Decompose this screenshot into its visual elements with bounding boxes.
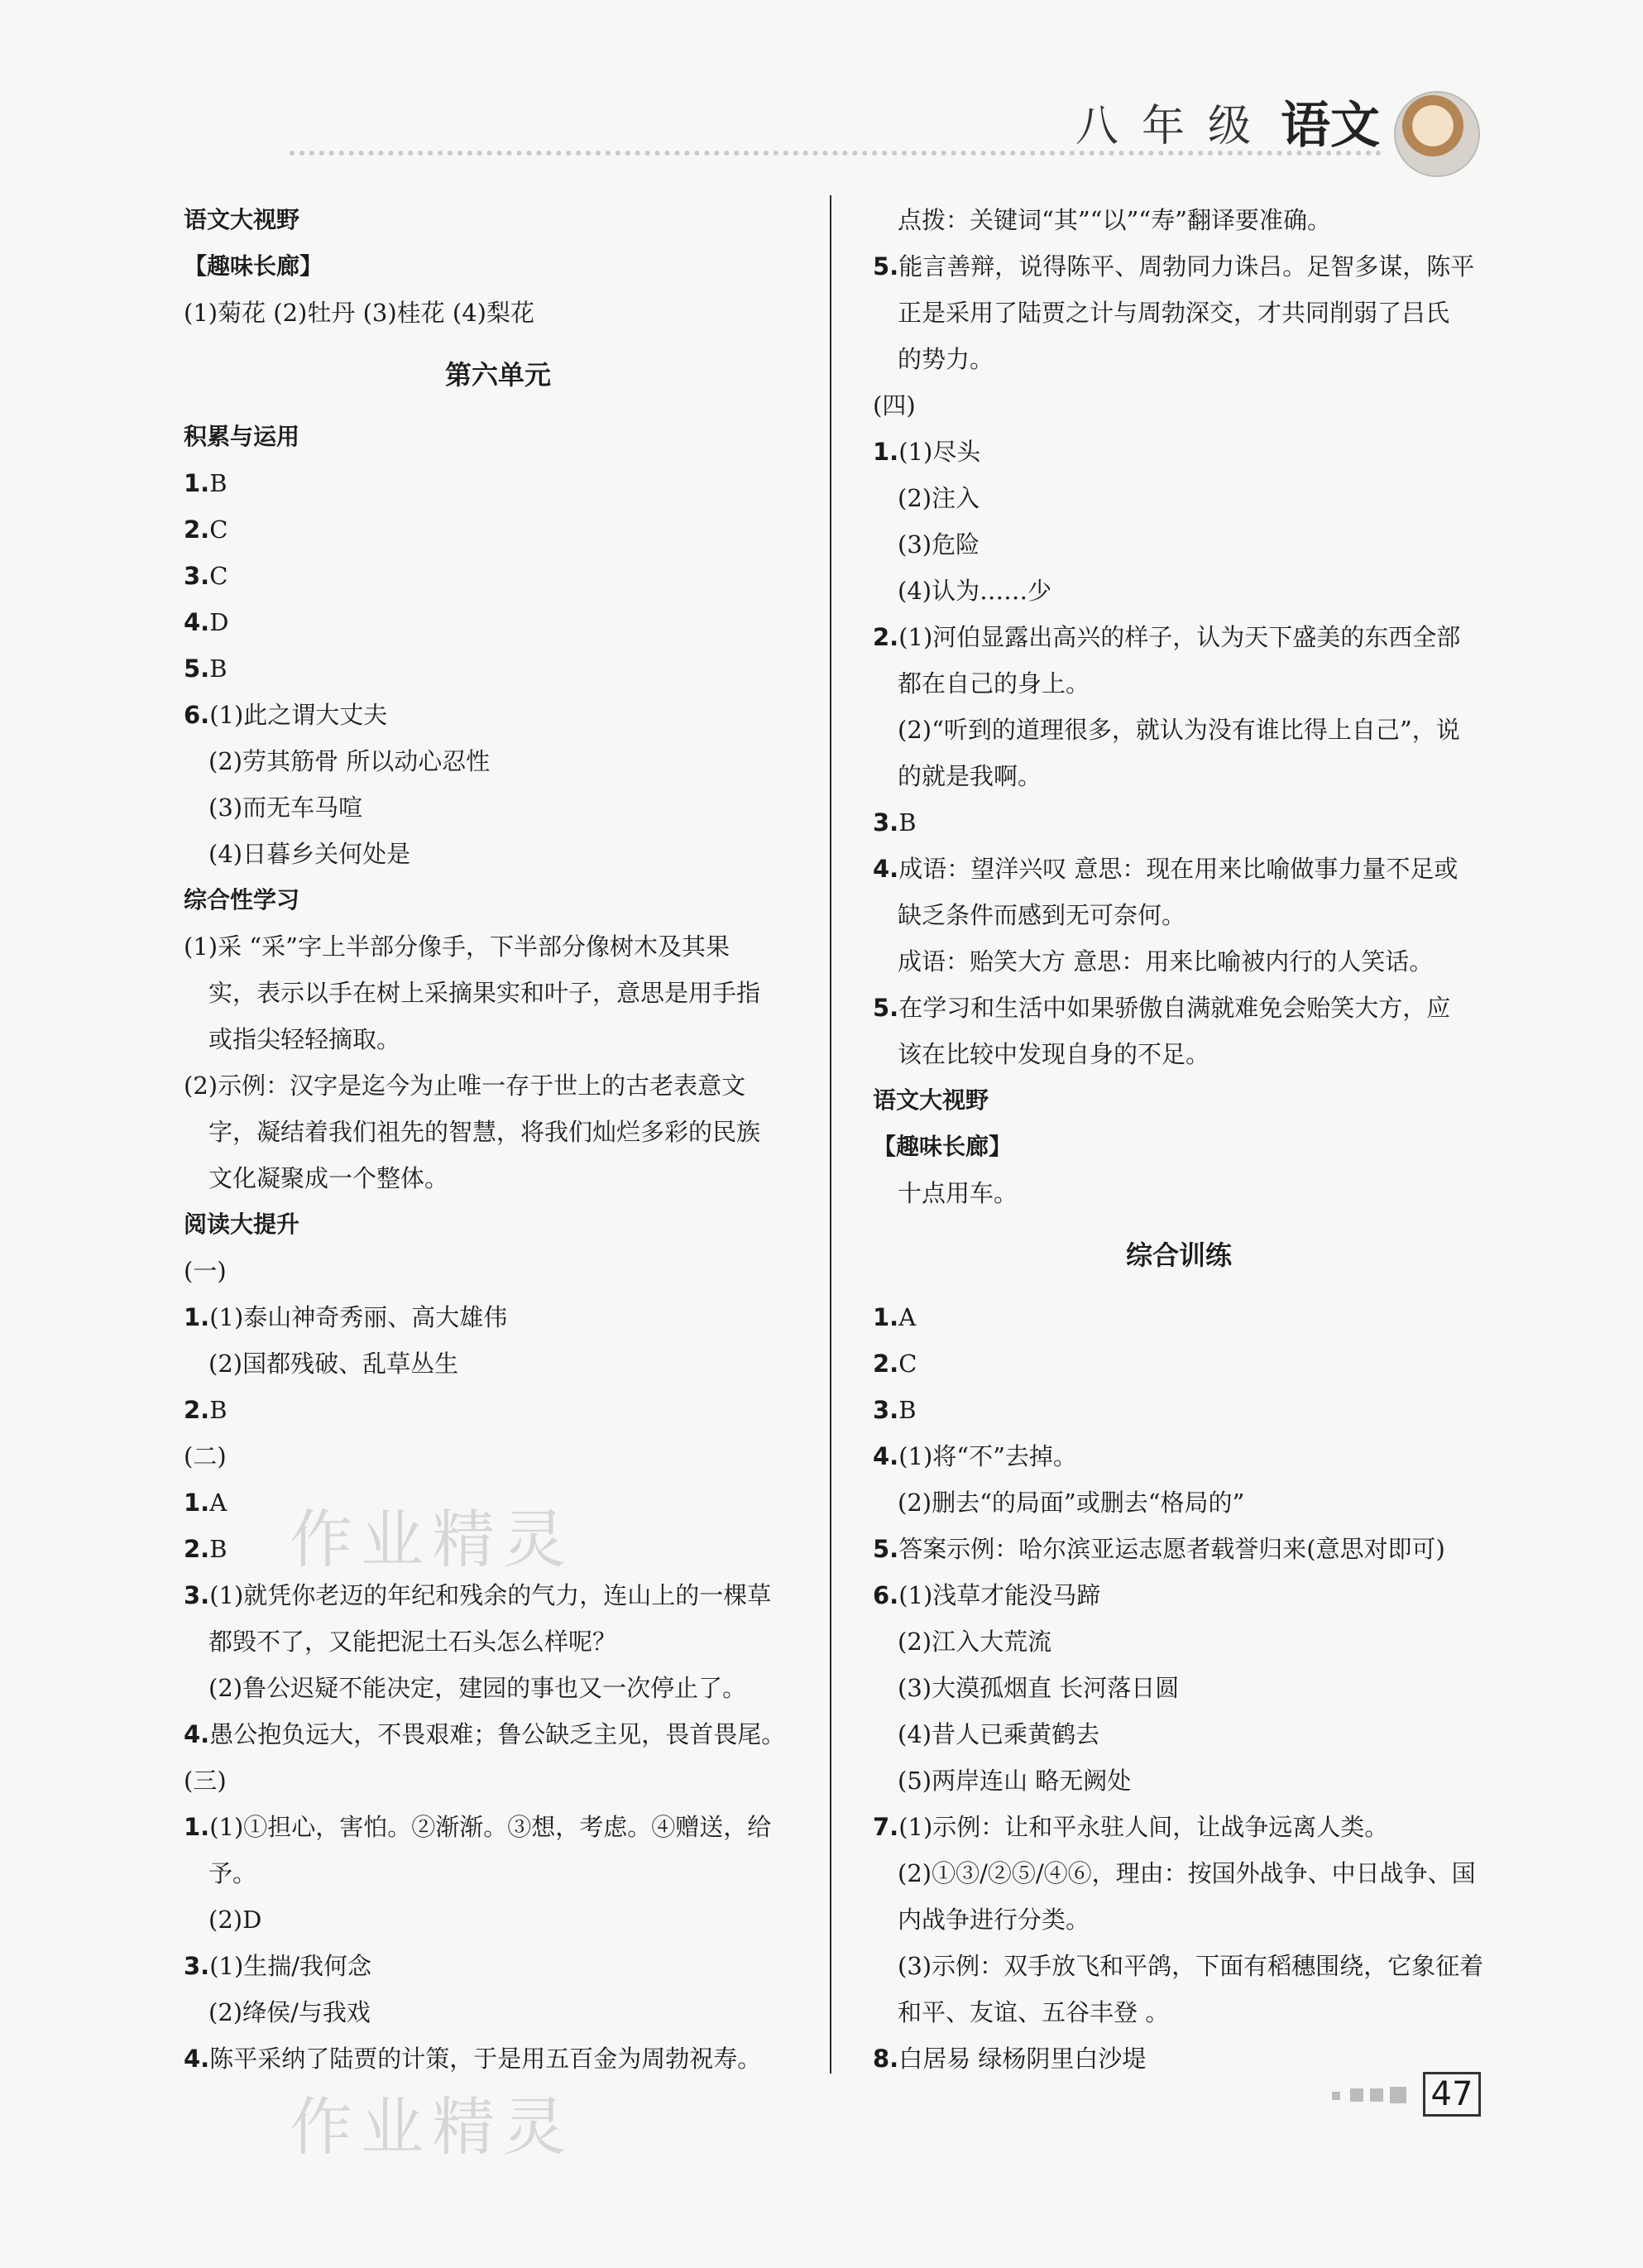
section-heading: 积累与运用: [184, 423, 300, 450]
answer-item: [873, 1387, 1485, 1433]
answer-line: (1)采 “采”字上半部分像手，下半部分像树木及其果: [184, 933, 730, 961]
answer-line: (2)示例：汉字是迄今为止唯一存于世上的古老表意文: [184, 1072, 746, 1100]
answer-text: A: [898, 1303, 917, 1331]
question-number: 5.: [184, 655, 210, 683]
answer-item: [184, 1711, 812, 1757]
answer-item: [184, 692, 812, 738]
page-header: [0, 0, 1643, 182]
answer-item: [873, 1340, 1485, 1387]
answer-continuation: 和平、友谊、五谷丰登 。: [898, 1998, 1170, 2026]
answer-continuation: 缺乏条件而感到无可奈何。: [898, 901, 1186, 929]
answer-text: B: [209, 655, 228, 683]
answer-line: (1)菊花 (2)牡丹 (3)桂花 (4)梨花: [184, 299, 534, 327]
answer-continuation: 实，表示以手在树上采摘果实和叶子，意思是用手指: [208, 979, 761, 1007]
question-number: 5.: [873, 994, 899, 1022]
answer-text: (1)①担心，害怕。②渐渐。③想，考虑。④赠送，给: [209, 1813, 772, 1841]
question-number: 4.: [873, 1442, 899, 1470]
page-deco-square: [1390, 2087, 1406, 2103]
answer-continuation: 正是采用了陆贾之计与周勃深交，才共同削弱了吕氏: [898, 299, 1450, 327]
question-number: 3.: [873, 1396, 899, 1424]
question-number: 8.: [873, 2045, 899, 2073]
question-number: 3.: [873, 808, 899, 837]
answer-text: (1)生揣/我何念: [209, 1952, 372, 1980]
answer-item: [873, 2035, 1485, 2082]
answer-item: [184, 1387, 812, 1433]
answer-text: 能言善辩，说得陈平、周勃同力诛吕。足智多谋，陈平: [898, 252, 1475, 281]
answer-continuation: (3)示例：双手放飞和平鸽，下面有稻穗围绕，它象征着: [898, 1952, 1484, 1980]
question-number: 4.: [873, 855, 899, 883]
answer-continuation: 该在比较中发现自身的不足。: [898, 1040, 1210, 1068]
answer-item: [184, 1804, 812, 1850]
answer-text: A: [209, 1489, 228, 1517]
answer-text: D: [209, 608, 229, 636]
section-tag: 【趣味长廊】: [873, 1133, 1013, 1160]
answer-text: (1)尽头: [898, 438, 981, 466]
answer-continuation: (4)昔人已乘黄鹤去: [898, 1720, 1100, 1748]
question-number: 2.: [184, 1396, 210, 1424]
answer-continuation: (2)江入大荒流: [898, 1628, 1052, 1656]
section-heading: 综合性学习: [184, 886, 300, 913]
question-number: 1.: [184, 1303, 210, 1331]
question-number: 5.: [873, 252, 899, 281]
question-number: 6.: [184, 701, 210, 729]
answer-continuation: 都在自己的身上。: [898, 669, 1090, 698]
answer-continuation: 都毁不了，又能把泥土石头怎么样呢？: [208, 1628, 617, 1656]
answer-continuation: 十点用车。: [898, 1179, 1018, 1207]
answer-text: (1)泰山神奇秀丽、高大雄伟: [209, 1303, 508, 1331]
question-number: 2.: [873, 623, 899, 651]
right-answer-column: [873, 197, 1485, 2082]
question-number: 3.: [184, 562, 210, 590]
answer-continuation: (2)D: [208, 1906, 262, 1934]
column-divider: [830, 195, 831, 2074]
answer-item: [184, 1294, 812, 1340]
page-deco-square: [1332, 2092, 1340, 2100]
answer-text: (1)示例：让和平永驻人间，让战争远离人类。: [898, 1813, 1389, 1841]
question-number: 4.: [184, 2045, 210, 2073]
watermark: 作业精灵: [290, 2090, 574, 2164]
answer-continuation: (3)而无车马喧: [208, 794, 363, 822]
question-number: 6.: [873, 1581, 899, 1609]
answer-text: B: [898, 808, 917, 837]
answer-line: (四): [873, 391, 916, 420]
grade-label: 八年级: [1075, 102, 1275, 151]
answer-continuation: (2)鲁公迟疑不能决定，建园的事也又一次停止了。: [208, 1674, 747, 1702]
answer-continuation: (2)绛侯/与我戏: [208, 1998, 371, 2026]
answer-continuation: 或指尖轻轻摘取。: [208, 1025, 401, 1053]
section-heading: 语文大视野: [873, 1086, 989, 1114]
question-number: 1.: [184, 469, 210, 497]
answer-line: (三): [184, 1767, 227, 1795]
answer-text: B: [209, 1535, 228, 1563]
answer-item: [873, 1433, 1485, 1479]
answer-item: [873, 429, 1485, 475]
answer-item: [873, 1572, 1485, 1618]
question-number: 1.: [873, 438, 899, 466]
answer-continuation: (4)日暮乡关何处是: [208, 840, 411, 868]
question-number: 7.: [873, 1813, 899, 1841]
answer-text: B: [209, 469, 228, 497]
answer-continuation: (4)认为……少: [898, 577, 1052, 605]
answer-item: [873, 799, 1485, 846]
answer-item: [184, 506, 812, 553]
answer-text: C: [898, 1350, 917, 1378]
answer-item: [873, 1294, 1485, 1340]
section-heading: 语文大视野: [184, 206, 300, 233]
answer-text: (1)将“不”去掉。: [898, 1442, 1077, 1470]
answer-continuation: 字，凝结着我们祖先的智慧，将我们灿烂多彩的民族: [208, 1118, 761, 1146]
question-number: 3.: [184, 1581, 210, 1609]
answer-continuation: (2)删去“的局面”或删去“格局的”: [898, 1489, 1245, 1517]
answer-continuation: (2)“听到的道理很多，就认为没有谁比得上自己”，说: [898, 716, 1460, 744]
answer-line: (一): [184, 1257, 227, 1285]
answer-text: C: [209, 562, 228, 590]
answer-text: 成语：望洋兴叹 意思：现在用来比喻做事力量不足或: [898, 855, 1459, 883]
section-heading: 阅读大提升: [184, 1211, 300, 1238]
subject-label: 语文: [1281, 97, 1380, 155]
answer-text: 答案示例：哈尔滨亚运志愿者载誉归来(意思对即可): [898, 1535, 1445, 1563]
answer-line: (二): [184, 1442, 227, 1470]
answer-continuation: 文化凝聚成一个整体。: [208, 1164, 449, 1192]
left-answer-column: [184, 197, 812, 2082]
question-number: 3.: [184, 1952, 210, 1980]
answer-text: 陈平采纳了陆贾的计策，于是用五百金为周勃祝寿。: [209, 2045, 762, 2073]
answer-item: [184, 599, 812, 645]
page-number: 47: [1423, 2072, 1481, 2117]
header-dotted-divider: [290, 151, 1382, 156]
answer-text: B: [898, 1396, 917, 1424]
question-number: 2.: [873, 1350, 899, 1378]
answer-item: [184, 460, 812, 506]
answer-continuation: (3)危险: [898, 530, 980, 559]
answer-text: (1)浅草才能没马蹄: [898, 1581, 1101, 1609]
answer-continuation: 成语：贻笑大方 意思：用来比喻被内行的人笑话。: [898, 947, 1434, 976]
answer-text: 在学习和生活中如果骄傲自满就难免会贻笑大方，应: [898, 994, 1451, 1022]
answer-item: [873, 1526, 1485, 1572]
answer-item: [184, 2035, 812, 2082]
answer-item: [184, 553, 812, 599]
question-number: 5.: [873, 1535, 899, 1563]
answer-item: [873, 846, 1485, 892]
answer-text: 愚公抱负远大，不畏艰难；鲁公缺乏主见，畏首畏尾。: [209, 1720, 786, 1748]
answer-continuation: (2)注入: [898, 484, 980, 512]
answer-continuation: 点拨：关键词“其”“以”“寿”翻译要准确。: [898, 206, 1331, 234]
cartoon-avatar-icon: [1394, 91, 1480, 177]
page-deco-square: [1370, 2088, 1383, 2102]
answer-item: [873, 1804, 1485, 1850]
question-number: 2.: [184, 515, 210, 544]
answer-text: (1)就凭你老迈的年纪和残余的气力，连山上的一棵草: [209, 1581, 772, 1609]
answer-continuation: (2)①③/②⑤/④⑥，理由：按国外战争、中日战争、国: [898, 1859, 1476, 1887]
answer-continuation: (2)劳其筋骨 所以动心忍性: [208, 747, 491, 775]
answer-item: [873, 243, 1485, 290]
answer-text: (1)河伯显露出高兴的样子，认为天下盛美的东西全部: [898, 623, 1461, 651]
unit-title: 第六单元: [444, 359, 551, 391]
question-number: 1.: [184, 1489, 210, 1517]
page-deco-square: [1350, 2088, 1363, 2102]
section-tag: 【趣味长廊】: [184, 252, 323, 280]
unit-title: 综合训练: [1125, 1239, 1232, 1271]
question-number: 2.: [184, 1535, 210, 1563]
answer-continuation: 的就是我啊。: [898, 762, 1042, 790]
answer-continuation: 的势力。: [898, 345, 994, 373]
question-number: 1.: [184, 1813, 210, 1841]
answer-text: B: [209, 1396, 228, 1424]
answer-item: [873, 985, 1485, 1031]
question-number: 4.: [184, 608, 210, 636]
answer-continuation: (3)大漠孤烟直 长河落日圆: [898, 1674, 1180, 1702]
answer-item: [873, 614, 1485, 660]
answer-text: 白居易 绿杨阴里白沙堤: [898, 2045, 1147, 2073]
question-number: 4.: [184, 1720, 210, 1748]
question-number: 1.: [873, 1303, 899, 1331]
answer-item: [184, 645, 812, 692]
answer-text: (1)此之谓大丈夫: [209, 701, 388, 729]
answer-continuation: 内战争进行分类。: [898, 1906, 1090, 1934]
answer-continuation: (5)两岸连山 略无阙处: [898, 1767, 1132, 1795]
answer-continuation: 予。: [208, 1859, 257, 1887]
answer-text: C: [209, 515, 228, 544]
answer-item: [184, 1943, 812, 1989]
answer-continuation: (2)国都残破、乱草丛生: [208, 1350, 459, 1378]
watermark: 作业精灵: [290, 1503, 574, 1576]
